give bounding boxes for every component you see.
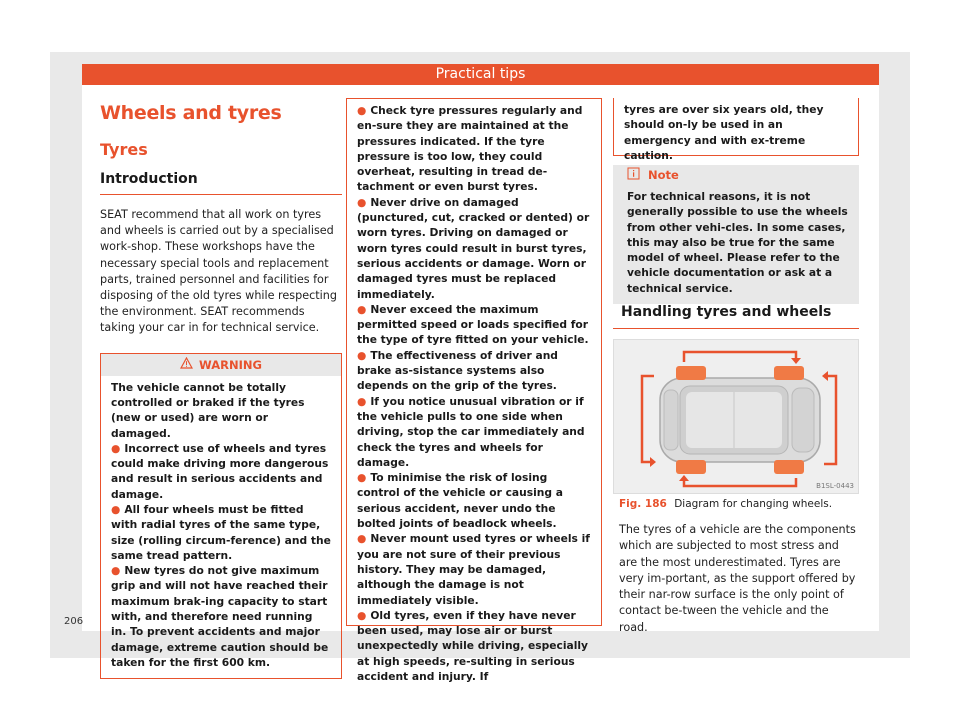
warning-header	[101, 354, 341, 376]
bullet-icon: ●	[111, 503, 121, 516]
warning-box	[100, 353, 342, 680]
note-box	[613, 165, 859, 304]
warning-label: WARNING	[199, 357, 262, 372]
note-label: Note	[648, 168, 679, 182]
page-title: Wheels and tyres	[100, 102, 282, 124]
info-icon	[627, 167, 640, 183]
bullet-icon: ●	[111, 564, 121, 578]
warning-body	[101, 376, 341, 679]
warning-item: ● The effectiveness of driver and brake as-sistance systems also depends on the grip of the tyres.	[357, 348, 558, 393]
warning-lead: The vehicle cannot be totally controlled or braked if the tyres (new or used) are worn or damaged.	[111, 380, 305, 440]
figure-caption	[619, 498, 832, 510]
bullet-icon: ●	[357, 471, 367, 485]
wheel-diagram	[613, 339, 859, 494]
note-header	[613, 165, 859, 185]
page-number: 206	[64, 616, 84, 627]
figure-caption-text: Diagram for changing wheels.	[674, 498, 833, 510]
handling-heading: Handling tyres and wheels	[613, 304, 859, 329]
warning-item: ● Old tyres, even if they have never been used, may lose air or burst unexpectedly while driving, especially at high speeds, re-sulting in serious accident and injury. If	[357, 608, 588, 683]
warning-end-text: tyres are over six years old, they should on-ly be used in an emergency and with ex-treme caution.	[624, 103, 824, 162]
warning-item: ● New tyres do not give maximum grip and will not have reached their maximum brak-ing capacity to start with, and therefore need running in. To prevent accidents and major damage, extreme caution should be taken for the first 600 km.	[111, 564, 329, 669]
bullet-icon: ●	[357, 302, 367, 316]
warning-item: ● Check tyre pressures regularly and en-sure they are maintained at the pressures indicated. If the tyre pressure is too low, they could overheat, resulting in tread de-tachment or even burst tyres.	[357, 104, 583, 194]
warning-continuation-body	[347, 99, 601, 692]
warning-item: ● If you notice unusual vibration or if the vehicle pulls to one side when driving, stop the car immediately and check the tyres and wheels for damage.	[357, 394, 585, 469]
figure-tag: B1SL-0443	[816, 482, 854, 490]
warning-item: ● Incorrect use of wheels and tyres could make driving more dangerous and result in serious accidents and damage.	[111, 441, 329, 501]
bullet-icon: ●	[357, 348, 367, 362]
warning-item: ● Never mount used tyres or wheels if you are not sure of their previous history. They may be damaged, although the damage is not immediately visible.	[357, 532, 590, 607]
intro-paragraph: SEAT recommend that all work on tyres and wheels is carried out by a specialised work-shop. These workshops have the necessary special tools and replacement parts, trained personnel and facilities for disposing of the old tyres while respecting the environment. SEAT recommends taking your car in for technical service.	[100, 208, 337, 335]
section-heading: Introduction	[100, 171, 342, 195]
handling-paragraph: The tyres of a vehicle are the components which are subjected to most stress and are the most underestimated. Tyres are very im-portant, as the support offered by their nar-row surface is the only point of contact be-tween the vehicle and the road.	[619, 523, 856, 634]
column-left	[100, 98, 342, 679]
section-header: Practical tips	[82, 64, 879, 85]
note-text: For technical reasons, it is not generally possible to use the wheels from other vehi-cles. In some cases, this may also be true for the same model of wheel. Please refer to the vehicle documentation or ask at a technical service.	[613, 185, 859, 304]
warning-item: ● Never exceed the maximum permitted speed or loads specified for the type of tyre fitted on your vehicle.	[357, 302, 589, 347]
bullet-icon: ●	[357, 195, 367, 209]
warning-item: ● Never drive on damaged (punctured, cut, cracked or dented) or worn tyres. Driving on damaged or worn tyres could result in burst tyres, serious accidents or damage. Worn or damaged tyres must be replaced immediately.	[357, 195, 590, 301]
bullet-icon: ●	[357, 608, 367, 622]
warning-continuation-box	[346, 98, 602, 683]
warning-item: ● To minimise the risk of losing control of the vehicle or causing a serious accident, never undo the bolted joints of beadlock wheels.	[357, 471, 563, 531]
figure-label: Fig. 186	[619, 498, 667, 510]
warning-item: ● All four wheels must be fitted with radial tyres of the same type, size (rolling circum-ference) and the same tread pattern.	[111, 503, 331, 562]
warning-end-box	[613, 98, 859, 162]
warning-icon	[180, 357, 193, 372]
bullet-icon: ●	[357, 104, 367, 117]
bullet-icon: ●	[357, 394, 367, 408]
bullet-icon: ●	[357, 532, 367, 546]
bullet-icon: ●	[111, 441, 121, 455]
subtitle: Tyres	[100, 140, 148, 159]
car-top-view-illustration	[614, 340, 860, 495]
